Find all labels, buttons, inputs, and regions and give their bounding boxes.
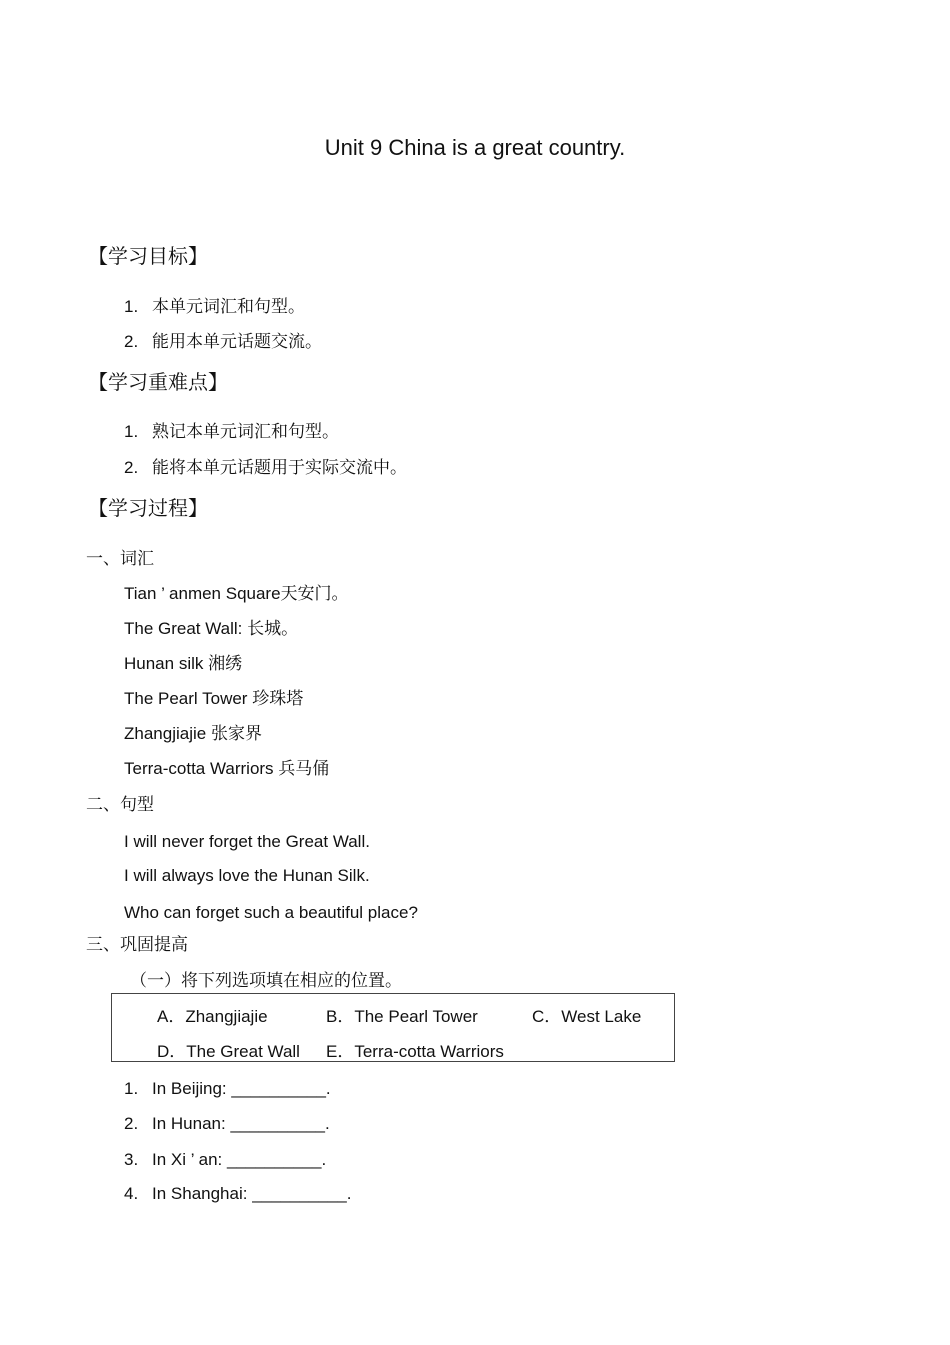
key-point-item <box>124 458 407 478</box>
option-b: B．The Pearl Tower <box>326 1007 478 1026</box>
goal-number: 2. <box>124 332 139 351</box>
option-a: A．Zhangjiajie <box>157 1007 268 1026</box>
vocab-item: The Pearl Tower 珍珠塔 <box>124 689 304 708</box>
question-text: In Beijing: __________. <box>152 1079 331 1098</box>
goal-text: 本单元词汇和句型。 <box>152 297 305 317</box>
question-item <box>124 1150 326 1170</box>
vocab-item: Zhangjiajie 张家界 <box>124 724 262 743</box>
sentence-item: Who can forget such a beautiful place? <box>124 903 418 922</box>
key-point-number: 2. <box>124 458 139 477</box>
key-point-text: 熟记本单元词汇和句型。 <box>152 422 339 442</box>
question-number: 4. <box>124 1184 139 1203</box>
process-heading: 【学习过程】 <box>88 496 208 520</box>
option-c: C．West Lake <box>532 1007 642 1026</box>
goal-text: 能用本单元话题交流。 <box>152 332 322 352</box>
option-e: E．Terra-cotta Warriors <box>326 1042 504 1061</box>
key-point-number: 1. <box>124 422 139 441</box>
question-number: 1. <box>124 1079 139 1098</box>
option-d: D．The Great Wall <box>157 1042 300 1061</box>
question-number: 3. <box>124 1150 139 1169</box>
vocab-item: The Great Wall: 长城。 <box>124 619 299 638</box>
practice-heading: 三、巩固提高 <box>86 935 188 955</box>
sentence-item: I will always love the Hunan Silk. <box>124 866 370 885</box>
goal-number: 1. <box>124 297 139 316</box>
question-item <box>124 1079 331 1099</box>
goal-item <box>124 297 305 317</box>
vocab-item: Terra-cotta Warriors 兵马俑 <box>124 759 330 778</box>
sentence-item: I will never forget the Great Wall. <box>124 832 370 851</box>
question-item <box>124 1184 351 1204</box>
key-points-heading: 【学习重难点】 <box>88 370 228 394</box>
vocab-heading: 一、词汇 <box>86 549 154 569</box>
question-text: In Xi ’ an: __________. <box>152 1150 327 1169</box>
question-text: In Shanghai: __________. <box>152 1184 352 1203</box>
goals-heading: 【学习目标】 <box>88 244 208 268</box>
key-point-text: 能将本单元话题用于实际交流中。 <box>152 458 407 478</box>
practice-instruction: （一）将下列选项填在相应的位置。 <box>130 971 402 991</box>
sentences-heading: 二、句型 <box>86 795 154 815</box>
question-number: 2. <box>124 1114 139 1133</box>
vocab-item: Hunan silk 湘绣 <box>124 654 243 673</box>
question-item <box>124 1114 330 1134</box>
goal-item <box>124 332 322 352</box>
key-point-item <box>124 422 339 442</box>
vocab-item: Tian ’ anmen Square天安门。 <box>124 584 349 603</box>
page-title: Unit 9 China is a great country. <box>324 135 626 160</box>
question-text: In Hunan: __________. <box>152 1114 330 1133</box>
